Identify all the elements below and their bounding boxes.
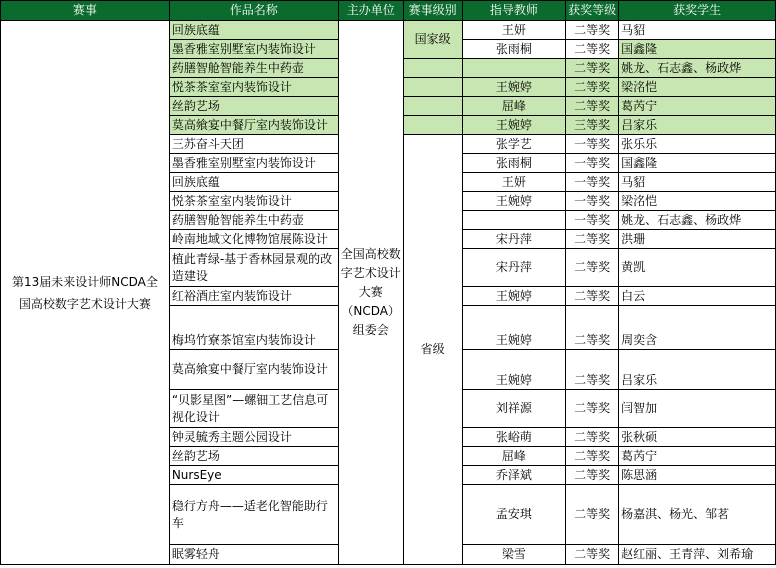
level-cell	[403, 78, 462, 97]
header-contest: 赛事	[1, 1, 170, 21]
students-cell: 白云	[619, 287, 776, 306]
award-cell: 二等奖	[566, 466, 619, 485]
award-cell: 二等奖	[566, 390, 619, 428]
students-cell: 梁洺恺	[619, 78, 776, 97]
header-students: 获奖学生	[619, 1, 776, 21]
award-cell: 二等奖	[566, 350, 619, 390]
award-cell: 二等奖	[566, 287, 619, 306]
level-cell	[403, 116, 462, 135]
level-cell-national: 国家级	[403, 21, 462, 59]
header-work: 作品名称	[169, 1, 338, 21]
header-level: 赛事级别	[403, 1, 462, 21]
work-cell: 墨香雅室别墅室内装饰设计	[169, 154, 338, 173]
header-organizer: 主办单位	[338, 1, 403, 21]
students-cell: 国鑫隆	[619, 40, 776, 59]
award-cell: 二等奖	[566, 306, 619, 350]
work-cell: 丝韵艺场	[169, 447, 338, 466]
work-cell: 三苏奋斗天团	[169, 135, 338, 154]
award-cell: 二等奖	[566, 485, 619, 545]
teacher-cell: 王婉婷	[462, 350, 566, 390]
header-teacher: 指导教师	[462, 1, 566, 21]
award-cell: 二等奖	[566, 59, 619, 78]
header-award: 获奖等级	[566, 1, 619, 21]
work-cell: 悦茶茶室室内装饰设计	[169, 78, 338, 97]
award-cell: 二等奖	[566, 545, 619, 565]
work-cell: 回族底蕴	[169, 173, 338, 192]
teacher-cell: 王婉婷	[462, 287, 566, 306]
teacher-cell: 王婉婷	[462, 78, 566, 97]
work-cell: 钟灵毓秀主题公园设计	[169, 428, 338, 447]
teacher-cell: 张峪萌	[462, 428, 566, 447]
contest-name-cell: 第13届未来设计师NCDA全国高校数字艺术设计大赛	[1, 21, 170, 565]
teacher-cell: 宋丹萍	[462, 230, 566, 249]
table-row	[1, 21, 776, 40]
work-cell: 墨香雅室别墅室内装饰设计	[169, 40, 338, 59]
work-cell: 药膳智舱智能养生中药壶	[169, 59, 338, 78]
teacher-cell	[462, 59, 566, 78]
students-cell: 马貂	[619, 173, 776, 192]
work-cell: “贝影星图”—螺钿工艺信息可视化设计	[169, 390, 338, 428]
students-cell: 张秋硕	[619, 428, 776, 447]
work-cell: 莫高飨宴中餐厅室内装饰设计	[169, 350, 338, 390]
teacher-cell: 王妍	[462, 173, 566, 192]
header-row	[1, 1, 776, 21]
award-cell: 二等奖	[566, 249, 619, 287]
work-cell: NursEye	[169, 466, 338, 485]
teacher-cell: 王婉婷	[462, 116, 566, 135]
students-cell: 吕家乐	[619, 350, 776, 390]
students-cell: 吕家乐	[619, 116, 776, 135]
students-cell: 洪珊	[619, 230, 776, 249]
teacher-cell: 屈峰	[462, 447, 566, 466]
award-cell: 一等奖	[566, 135, 619, 154]
work-cell: 丝韵艺场	[169, 97, 338, 116]
students-cell: 姚龙、石志鑫、杨政烨	[619, 211, 776, 230]
students-cell: 闫智加	[619, 390, 776, 428]
organizer-cell: 全国高校数字艺术设计大赛（NCDA）组委会	[338, 21, 403, 565]
award-cell: 二等奖	[566, 21, 619, 40]
award-cell: 二等奖	[566, 447, 619, 466]
students-cell: 梁洺恺	[619, 192, 776, 211]
teacher-cell: 刘祥源	[462, 390, 566, 428]
award-cell: 二等奖	[566, 97, 619, 116]
teacher-cell: 梁雪	[462, 545, 566, 565]
level-cell	[403, 97, 462, 116]
work-cell: 红裕酒庄室内装饰设计	[169, 287, 338, 306]
students-cell: 张乐乐	[619, 135, 776, 154]
teacher-cell: 张雨桐	[462, 40, 566, 59]
award-cell: 二等奖	[566, 78, 619, 97]
work-cell: 回族底蕴	[169, 21, 338, 40]
students-cell: 赵红丽、王青萍、刘希瑜	[619, 545, 776, 565]
award-cell: 一等奖	[566, 192, 619, 211]
level-cell	[403, 59, 462, 78]
work-cell: 药膳智舱智能养生中药壶	[169, 211, 338, 230]
teacher-cell	[462, 211, 566, 230]
teacher-cell: 孟安琪	[462, 485, 566, 545]
teacher-cell: 王妍	[462, 21, 566, 40]
work-cell: 岭南地域文化博物馆展陈设计	[169, 230, 338, 249]
teacher-cell: 王婉婷	[462, 306, 566, 350]
award-cell: 二等奖	[566, 428, 619, 447]
work-cell: 悦茶茶室室内装饰设计	[169, 192, 338, 211]
work-cell: 眠雾轻舟	[169, 545, 338, 565]
award-cell: 二等奖	[566, 230, 619, 249]
work-cell: 莫高飨宴中餐厅室内装饰设计	[169, 116, 338, 135]
students-cell: 姚龙、石志鑫、杨政烨	[619, 59, 776, 78]
work-cell: 稳行方舟——适老化智能助行车	[169, 485, 338, 545]
award-cell: 三等奖	[566, 116, 619, 135]
teacher-cell: 宋丹萍	[462, 249, 566, 287]
level-cell-provincial: 省级	[403, 135, 462, 565]
students-cell: 陈思涵	[619, 466, 776, 485]
students-cell: 周奕含	[619, 306, 776, 350]
work-cell: 梅坞竹寮茶馆室内装饰设计	[169, 306, 338, 350]
teacher-cell: 乔泽斌	[462, 466, 566, 485]
teacher-cell: 张学艺	[462, 135, 566, 154]
students-cell: 葛芮宁	[619, 447, 776, 466]
students-cell: 国鑫隆	[619, 154, 776, 173]
teacher-cell: 张雨桐	[462, 154, 566, 173]
work-cell: 植此青绿-基于香林园景观的改造建设	[169, 249, 338, 287]
students-cell: 葛芮宁	[619, 97, 776, 116]
award-cell: 一等奖	[566, 211, 619, 230]
award-cell: 二等奖	[566, 40, 619, 59]
award-cell: 一等奖	[566, 154, 619, 173]
teacher-cell: 屈峰	[462, 97, 566, 116]
teacher-cell: 王婉婷	[462, 192, 566, 211]
students-cell: 杨嘉淇、杨光、邹茗	[619, 485, 776, 545]
students-cell: 马貂	[619, 21, 776, 40]
award-cell: 一等奖	[566, 173, 619, 192]
students-cell: 黄凯	[619, 249, 776, 287]
